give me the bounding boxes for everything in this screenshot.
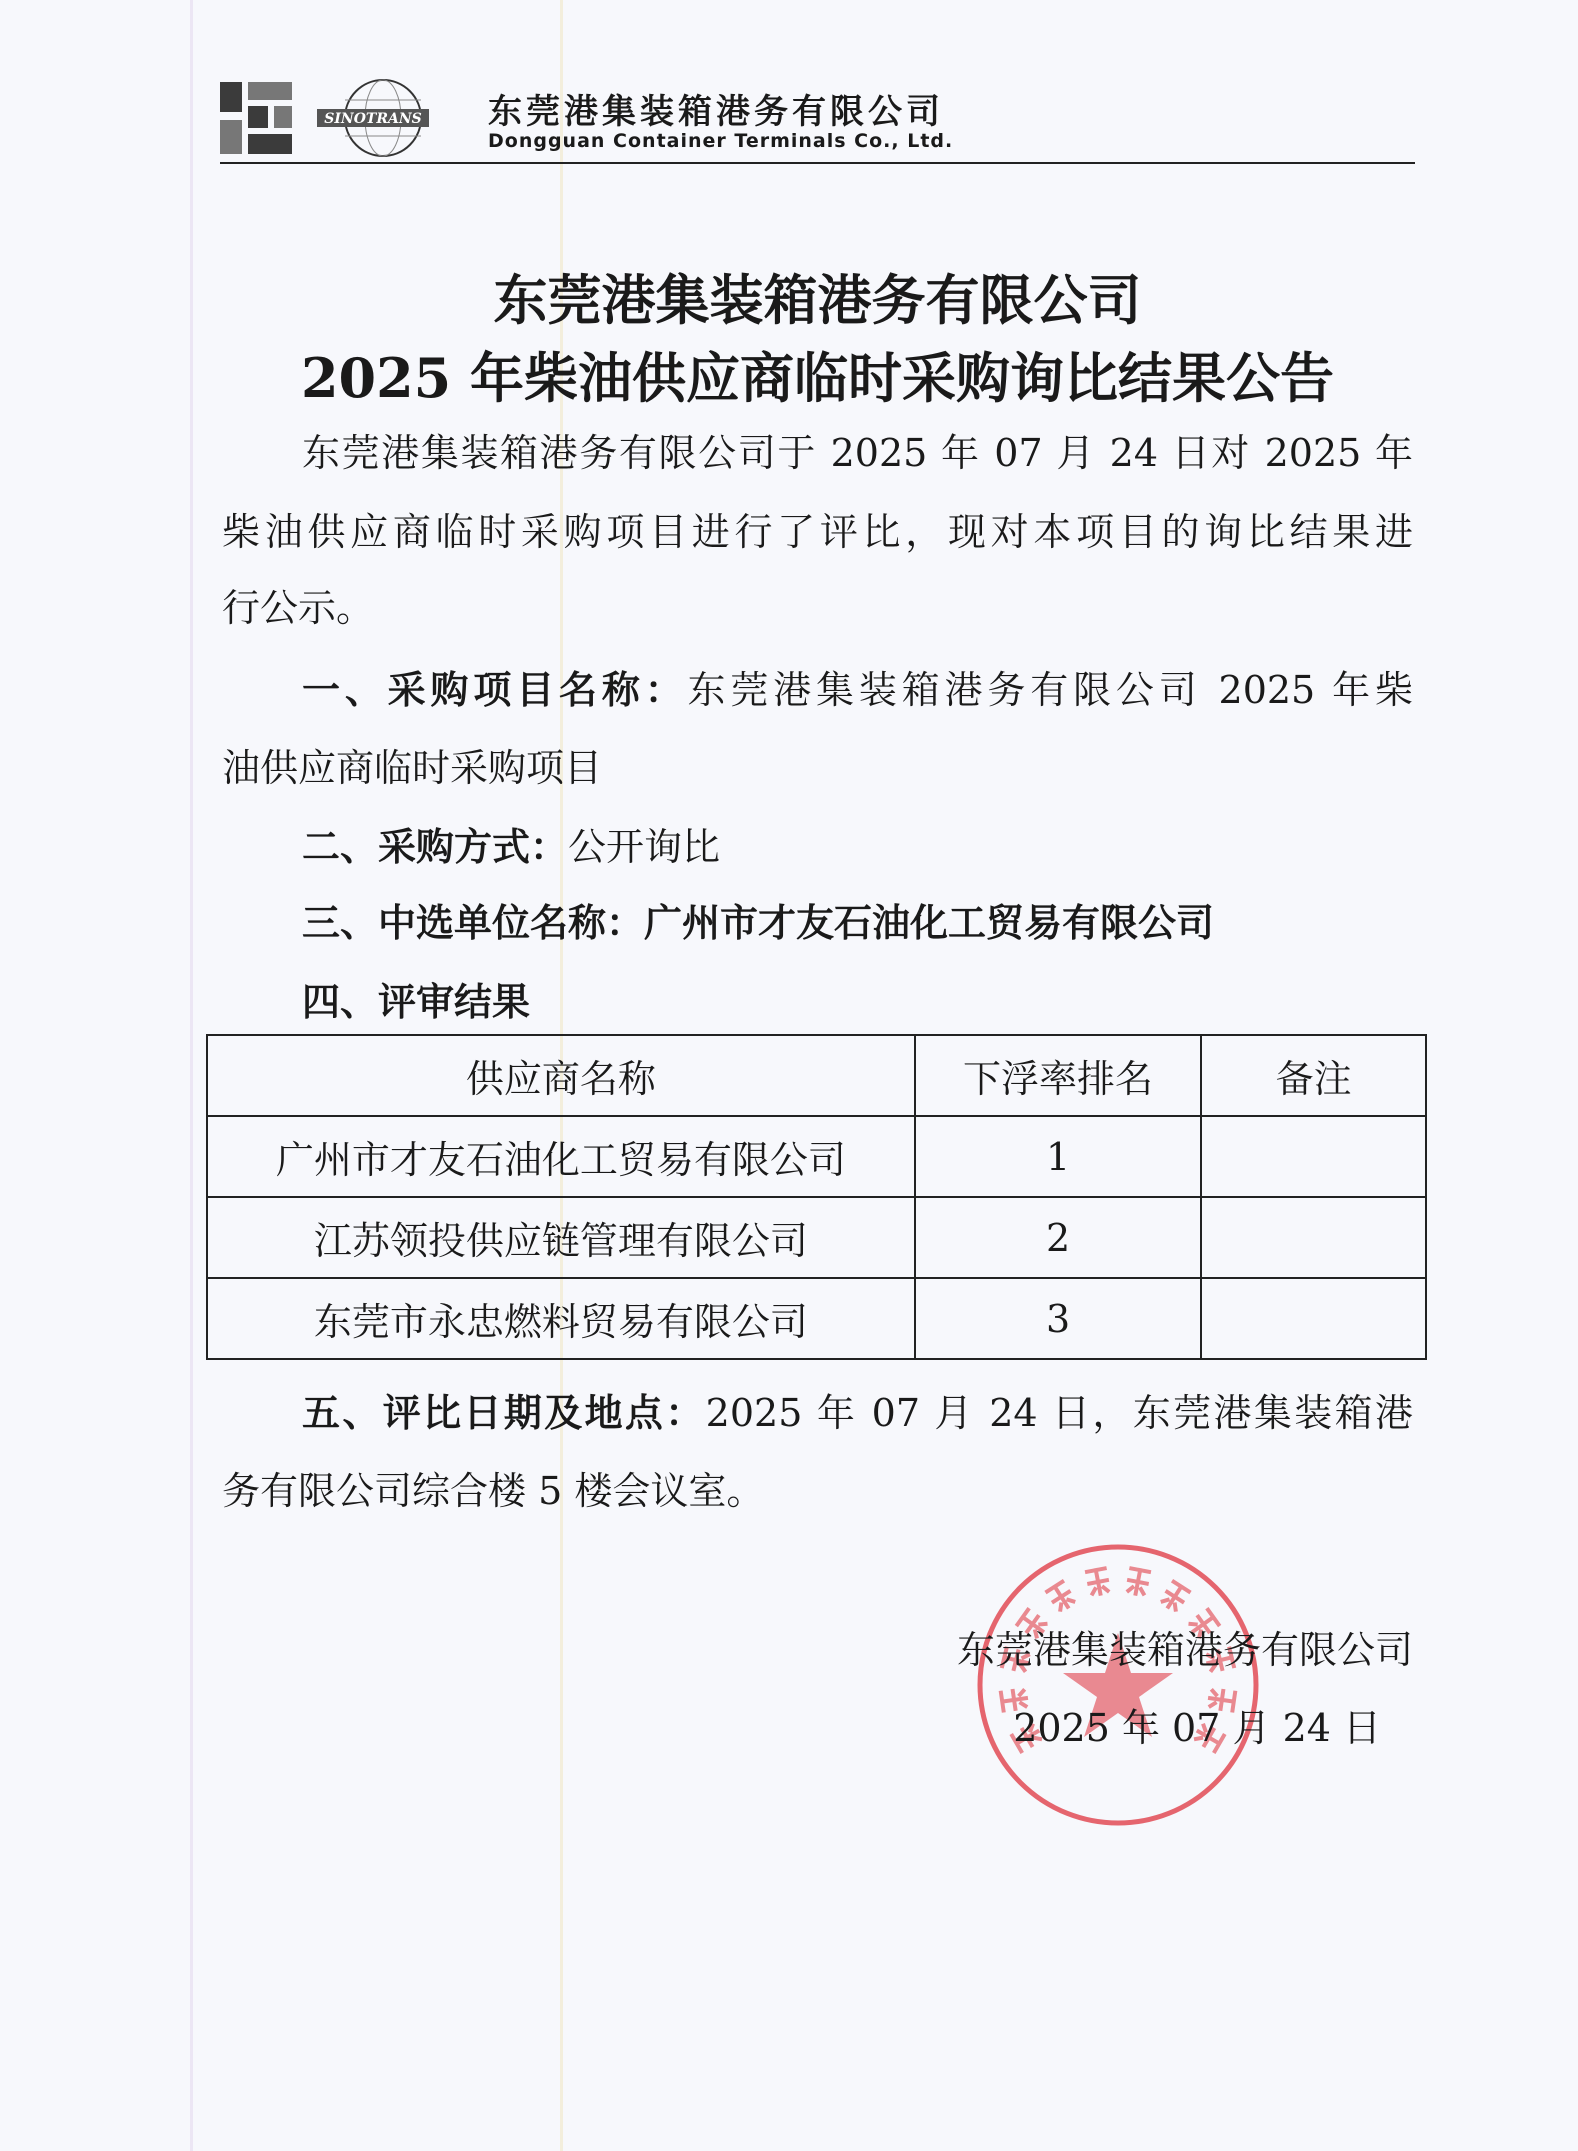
intro-line-3: 行公示。 — [222, 586, 375, 630]
section-5 — [302, 1388, 1413, 1438]
section-5-cont: 务有限公司综合楼 5 楼会议室。 — [222, 1469, 765, 1513]
section-5-label: 五、评比日期及地点： — [302, 1391, 706, 1435]
table-row — [207, 1278, 1426, 1359]
supplier-rank: 2 — [915, 1197, 1202, 1278]
section-1-value: 东莞港集装箱港务有限公司 2025 年柴 — [687, 668, 1413, 712]
seal-glyph-mark — [1085, 1566, 1112, 1598]
section-1-cont: 油供应商临时采购项目 — [222, 746, 603, 790]
letterhead-company-cn: 东莞港集装箱港务有限公司 — [488, 92, 944, 132]
title-line-1: 东莞港集装箱港务有限公司 — [493, 268, 1142, 332]
section-3 — [302, 898, 1413, 948]
section-2 — [302, 822, 1413, 872]
company-logo-icon — [220, 82, 292, 154]
seal-glyph-mark — [1124, 1566, 1151, 1598]
table-row — [207, 1116, 1426, 1197]
section-3-value: 广州市才友石油化工贸易有限公司 — [644, 901, 1215, 945]
company-seal-icon — [974, 1541, 1262, 1829]
section-5-value: 2025 年 07 月 24 日，东莞港集装箱港 — [705, 1391, 1413, 1435]
sinotrans-logo-icon — [315, 78, 433, 158]
logo-text: SINOTRANS — [324, 111, 422, 127]
seal-glyph-mark — [1044, 1579, 1078, 1614]
signature-company: 东莞港集装箱港务有限公司 — [956, 1628, 1413, 1672]
section-1-label: 一、采购项目名称： — [302, 668, 688, 712]
supplier-name: 广州市才友石油化工贸易有限公司 — [207, 1116, 915, 1197]
table-header-row — [207, 1035, 1426, 1116]
supplier-name: 江苏领投供应链管理有限公司 — [207, 1197, 915, 1278]
supplier-rank: 1 — [915, 1116, 1202, 1197]
intro-line-2: 柴油供应商临时采购项目进行了评比，现对本项目的询比结果进 — [222, 510, 1413, 554]
supplier-note — [1201, 1278, 1426, 1359]
scan-artifact — [190, 0, 193, 2151]
header-divider — [220, 162, 1415, 164]
signature-date: 2025 年 07 月 24 日 — [1013, 1706, 1381, 1750]
header-supplier-name: 供应商名称 — [207, 1035, 915, 1116]
section-4 — [302, 977, 1413, 1027]
title-line-2: 2025 年柴油供应商临时采购询比结果公告 — [300, 346, 1335, 410]
section-1 — [302, 665, 1413, 715]
header-notes: 备注 — [1201, 1035, 1426, 1116]
section-3-label: 三、中选单位名称： — [302, 901, 645, 945]
evaluation-results-table — [206, 1034, 1427, 1360]
supplier-rank: 3 — [915, 1278, 1202, 1359]
section-2-value: 公开询比 — [568, 825, 721, 869]
seal-glyph-mark — [1158, 1579, 1192, 1614]
intro-line-1: 东莞港集装箱港务有限公司于 2025 年 07 月 24 日对 2025 年 — [302, 431, 1413, 475]
header-rank: 下浮率排名 — [915, 1035, 1202, 1116]
section-4-label: 四、评审结果 — [302, 980, 531, 1024]
supplier-name: 东莞市永忠燃料贸易有限公司 — [207, 1278, 915, 1359]
supplier-note — [1201, 1197, 1426, 1278]
letterhead-company-en: Dongguan Container Terminals Co., Ltd. — [488, 130, 954, 152]
supplier-note — [1201, 1116, 1426, 1197]
section-2-label: 二、采购方式： — [302, 825, 569, 869]
table-row — [207, 1197, 1426, 1278]
